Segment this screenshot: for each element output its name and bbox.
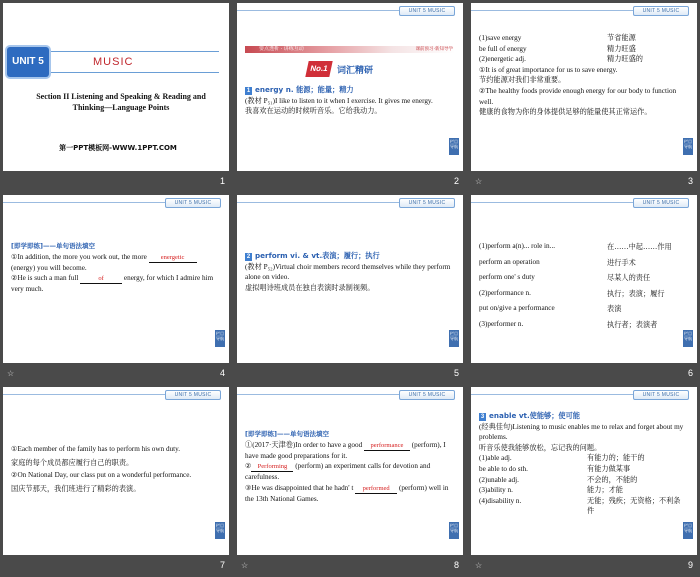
star-icon: ☆: [475, 177, 483, 186]
unit-header: UNIT 5 MUSIC: [633, 198, 689, 208]
slide-body: [479, 411, 687, 517]
example-en: (教材 P₅₁)I like to listen to it when I exercise. It gives me energy.: [245, 96, 433, 105]
sentence-cn: 国庆节那天，我们班进行了精彩的表演。: [11, 484, 141, 493]
word-entry: enable vt.使能够；使可能: [489, 411, 580, 420]
unit-header: UNIT 5 MUSIC: [633, 6, 689, 16]
answer-blank: energetic: [149, 254, 197, 263]
slide-body: [479, 33, 687, 118]
section-strip-right: 课前预习·新知导学: [415, 47, 453, 52]
sentence-en: ①It is of great importance for us to save energy.: [479, 65, 618, 74]
answer-blank: Performing: [251, 463, 293, 472]
unit-badge: UNIT 5: [7, 47, 49, 77]
unit-header: UNIT 5 MUSIC: [399, 198, 455, 208]
unit-header: UNIT 5 MUSIC: [165, 198, 221, 208]
answer-blank: performed: [355, 485, 397, 494]
slide-3[interactable]: [471, 3, 697, 171]
slide-5[interactable]: [237, 195, 463, 363]
list-item: perform an operation 进行手术: [479, 257, 636, 267]
list-item: perform one' s duty 尽某人的责任: [479, 273, 651, 282]
site-watermark: 第一PPT模板网-WWW.1PPT.COM: [59, 144, 177, 152]
slide-body: [245, 85, 453, 117]
exercise-heading: [即学即练]——单句语法填空: [11, 242, 95, 250]
slide-9[interactable]: [471, 387, 697, 555]
word-number-badge: 2: [246, 254, 251, 260]
vocab-title: 词汇精研: [337, 66, 374, 76]
nav-tab[interactable]: 栏目导航: [683, 330, 693, 347]
slide-number-2: 2: [453, 176, 459, 186]
word-number-badge: 1: [246, 88, 251, 94]
unit-header: UNIT 5 MUSIC: [165, 390, 221, 400]
example-cn: 我喜欢在运动的时候听音乐。它给我动力。: [245, 106, 382, 116]
word-entry: perform vi. & vt.表演；履行；执行: [255, 251, 380, 260]
slide-7[interactable]: [3, 387, 229, 555]
answer-blank: of: [80, 275, 122, 284]
nav-tab[interactable]: 栏目导航: [683, 522, 693, 539]
sentence-cn: 健康的食物为你的身体提供足够的能量使其正常运作。: [479, 107, 652, 117]
sentence-cn: 家庭的每个成员都应履行自己的职责。: [11, 458, 134, 467]
slide-4[interactable]: [3, 195, 229, 363]
sentence-en: ②On National Day, our class put on a wonderful performance.: [11, 471, 192, 479]
slide-number-5: 5: [453, 368, 459, 378]
list-item: (2)performance n. 执行；表演；履行: [479, 288, 665, 298]
slide-number-3: ☆ 3: [475, 176, 693, 186]
list-item: (1)save energy 节省能源: [479, 33, 636, 42]
list-item: (2)unable adj. 不会的，不能的: [479, 474, 638, 484]
example-en: (教材 P₅₂)Virtual choir members record themselves while they perform alone on video.: [245, 262, 451, 282]
slide-number-8: ☆ 8: [241, 560, 459, 570]
star-icon: ☆: [241, 561, 249, 570]
slide-8[interactable]: [237, 387, 463, 555]
slide-number-1: 1: [219, 176, 225, 186]
no-badge: No.1: [305, 61, 332, 77]
list-item: be full of energy 精力旺盛: [479, 43, 636, 53]
example-en: (经典佳句)Listening to music enables me to relax and forget about my problems.: [479, 422, 684, 442]
star-icon: ☆: [7, 369, 15, 378]
slide-2[interactable]: [237, 3, 463, 171]
slide-number-7: 7: [219, 560, 225, 570]
slide-1[interactable]: [3, 3, 229, 171]
list-item: (3)ability n. 能力；才能: [479, 485, 623, 495]
unit-header: UNIT 5 MUSIC: [399, 390, 455, 400]
nav-tab[interactable]: 栏目导航: [683, 138, 693, 155]
nav-tab[interactable]: 栏目导航: [449, 138, 459, 155]
example-cn: 虚拟唱诗班成员在独自表演时录制视频。: [245, 282, 375, 292]
unit-header: UNIT 5 MUSIC: [633, 390, 689, 400]
word-number-badge: 3: [480, 414, 485, 420]
nav-tab[interactable]: 栏目导航: [449, 330, 459, 347]
answer-blank: performance: [364, 442, 410, 451]
sentence-en: ②The healthy foods provide enough energy for our body to function well.: [479, 86, 677, 106]
section-title: Section II Listening and Speaking & Reading and Thinking—Language Points: [36, 92, 206, 112]
slide-body: [245, 251, 453, 293]
nav-tab[interactable]: 栏目导航: [449, 522, 459, 539]
slide-6[interactable]: [471, 195, 697, 363]
list-item: (1)able adj. 有能力的；能干的: [479, 453, 645, 463]
word-entry: energy n. 能源；能量；精力: [255, 85, 354, 94]
sentence-en: ①Each member of the family has to perform his own duty.: [11, 445, 181, 453]
slide-number-6: 6: [687, 368, 693, 378]
list-item: put on/give a performance 表演: [479, 304, 622, 313]
nav-tab[interactable]: 栏目导航: [215, 330, 225, 347]
example-cn: 听音乐使我能够放松，忘记我的问题。: [479, 442, 602, 452]
exercise-heading: [即学即练]——单句语法填空: [245, 430, 329, 438]
list-item: be able to do sth. 有能力做某事: [479, 463, 631, 473]
slide-number-4: ☆ 4: [7, 368, 225, 378]
slide-body: [11, 443, 219, 495]
sentence-cn: 节约能源对我们非常重要。: [479, 75, 566, 85]
list-item: (1)perform a(n)... role in... 在……中起……作用: [479, 242, 672, 251]
star-icon: ☆: [475, 561, 483, 570]
slide-number-9: ☆ 9: [475, 560, 693, 570]
slide-title: MUSIC: [93, 56, 134, 68]
nav-tab[interactable]: 栏目导航: [215, 522, 225, 539]
unit-header: UNIT 5 MUSIC: [399, 6, 455, 16]
list-item: (2)energetic adj. 精力旺盛的: [479, 54, 643, 64]
slide-body: [479, 239, 687, 332]
slide-body: [即学即练]——单句语法填空 ①(2017·天津卷)In order to have a good performance (perform), I have made good preparations for it. ② Performing (perform) an experiment calls for devotion and carefulness. ③He was disappointed that he hadn' t performed (perform) well in the 13th National Games.: [245, 429, 453, 504]
list-item: (3)performer n. 执行者；表演者: [479, 319, 658, 329]
list-item: (4)disability n. 无能；残疾；无资格；不利条件: [479, 495, 681, 516]
section-strip: 要点透析 · 讲练互动: [245, 46, 455, 53]
slide-body: [即学即练]——单句语法填空 ①In addition, the more you work out, the more energetic (energy) you will become. ②He is such a man full of energy, for which I admire him very much.: [11, 241, 219, 295]
